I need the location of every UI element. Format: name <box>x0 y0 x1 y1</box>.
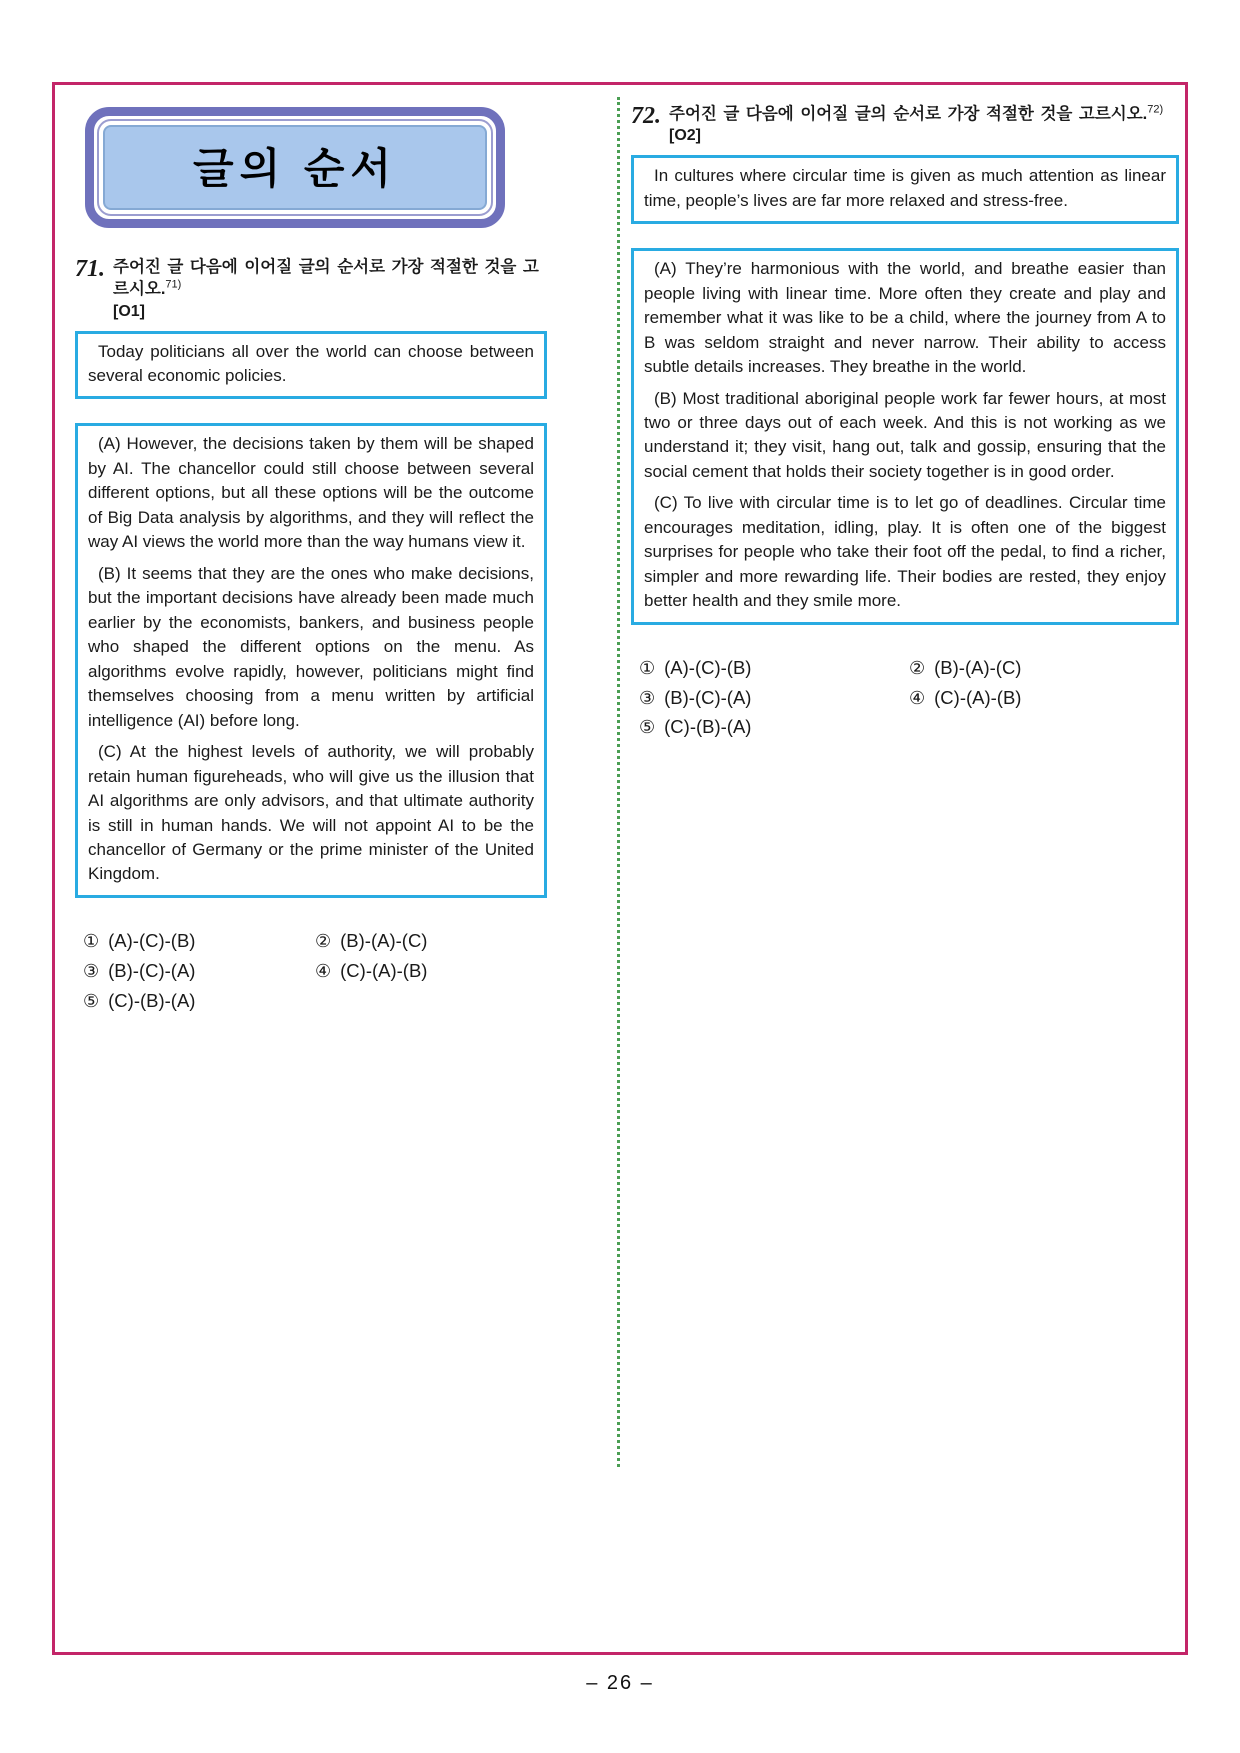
section-title-banner-ring <box>97 119 493 216</box>
page-frame <box>52 82 1188 1655</box>
choice-2-text: (B)-(A)-(C) <box>340 929 428 951</box>
choice-3-text: (B)-(C)-(A) <box>664 686 752 708</box>
choice-3-text: (B)-(C)-(A) <box>108 959 196 981</box>
choice-4 <box>909 683 1179 713</box>
given-text: In cultures where circular time is given as much attention as linear time, people’s lives are far more relaxed and stress-free. <box>644 166 1166 210</box>
choice-5-text: (C)-(B)-(A) <box>108 989 196 1011</box>
choice-2 <box>315 926 547 956</box>
choice-1-text: (A)-(C)-(B) <box>108 929 196 951</box>
choice-5 <box>83 986 315 1016</box>
choice-3 <box>83 956 315 986</box>
paragraph-b: (B) It seems that they are the ones who make decisions, but the important decisions have already been made much earlier by the economists, bankers, and business people who shaped the different options on the menu. As algorithms evolve rapidly, however, politicians might find themselves choosing from a menu written by artificial intelligence (AI) before long. <box>88 563 534 730</box>
given-text-box <box>75 331 547 400</box>
given-text: Today politicians all over the world can choose between several economic policies. <box>88 341 534 385</box>
section-title-banner <box>85 107 505 228</box>
question-prompt: 주어진 글 다음에 이어질 글의 순서로 가장 적절한 것을 고르시오. <box>113 258 539 299</box>
choice-1-text: (A)-(C)-(B) <box>664 656 752 678</box>
choice-3-number: ③ <box>83 960 100 981</box>
choice-5 <box>639 712 909 742</box>
paragraph-a: (A) However, the decisions taken by them will be shaped by AI. The chancellor could still choose between several different options, but all these options will be the outcome of Big Data analysis by algorithms, and they will reflect the way AI views the world more than the way humans view it. <box>88 434 534 552</box>
paragraph-c: (C) To live with circular time is to let go of deadlines. Circular time encourages meditation, idling, play. It is often one of the biggest surprises for people who take their foot off the pedal, to find a richer, simpler and more rewarding life. Their bodies are rested, they enjoy better health and they smile more. <box>644 493 1166 611</box>
given-text-box <box>631 155 1179 224</box>
question-71-column <box>75 103 547 1015</box>
choice-5-number: ⑤ <box>83 990 100 1011</box>
footnote-marker: 72) <box>1147 103 1164 116</box>
source-tag: [O2] <box>669 127 701 145</box>
choice-1 <box>639 653 909 683</box>
choice-1-number: ① <box>83 930 100 951</box>
choices-72 <box>631 653 1179 742</box>
choice-4-text: (C)-(A)-(B) <box>340 959 428 981</box>
choice-1 <box>83 926 315 956</box>
choice-1-number: ① <box>639 657 656 678</box>
choice-5-number: ⑤ <box>639 717 656 738</box>
passage-box <box>631 248 1179 625</box>
choice-5-text: (C)-(B)-(A) <box>664 716 752 738</box>
paragraph-a: (A) They’re harmonious with the world, and breathe easier than people living with linear time. More often they create and play and remember what it was like to be a child, where the journey from A to B was seldom straight and never narrow. Their ability to access subtle details increases. They breathe in the world. <box>644 259 1166 377</box>
choice-4-number: ④ <box>315 960 332 981</box>
question-72-header <box>631 103 1179 145</box>
choice-3-number: ③ <box>639 687 656 708</box>
choices-71 <box>75 926 547 1015</box>
choice-2-number: ② <box>315 930 332 951</box>
choice-4-number: ④ <box>909 687 926 708</box>
choice-2-number: ② <box>909 657 926 678</box>
question-number: 71. <box>75 256 105 282</box>
choice-2-text: (B)-(A)-(C) <box>934 656 1022 678</box>
source-tag: [O1] <box>113 302 145 320</box>
page-number: – 26 – <box>586 1672 654 1694</box>
question-71-header <box>75 256 547 321</box>
choice-4 <box>315 956 547 986</box>
choice-4-text: (C)-(A)-(B) <box>934 686 1022 708</box>
footnote-marker: 71) <box>165 278 182 291</box>
passage-box <box>75 423 547 897</box>
question-prompt: 주어진 글 다음에 이어질 글의 순서로 가장 적절한 것을 고르시오. <box>669 105 1148 123</box>
paragraph-b: (B) Most traditional aboriginal people work far fewer hours, at most two or three days out of each week. And this is not working as we understand it; they visit, hang out, talk and gossip, ensuring that the social cement that holds their society together is in good order. <box>644 388 1166 481</box>
choice-2 <box>909 653 1179 683</box>
question-number: 72. <box>631 103 661 129</box>
paragraph-c: (C) At the highest levels of authority, we will probably retain human figureheads, who will give us the illusion that AI algorithms are only advisors, and that ultimate authority is still in human hands. We will not appoint AI to be the chancellor of Germany or the prime minister of the United Kingdom. <box>88 742 534 884</box>
question-72-column <box>631 103 1179 742</box>
choice-3 <box>639 683 909 713</box>
section-title: 글의 순서 <box>103 125 487 210</box>
column-divider <box>617 97 620 1467</box>
